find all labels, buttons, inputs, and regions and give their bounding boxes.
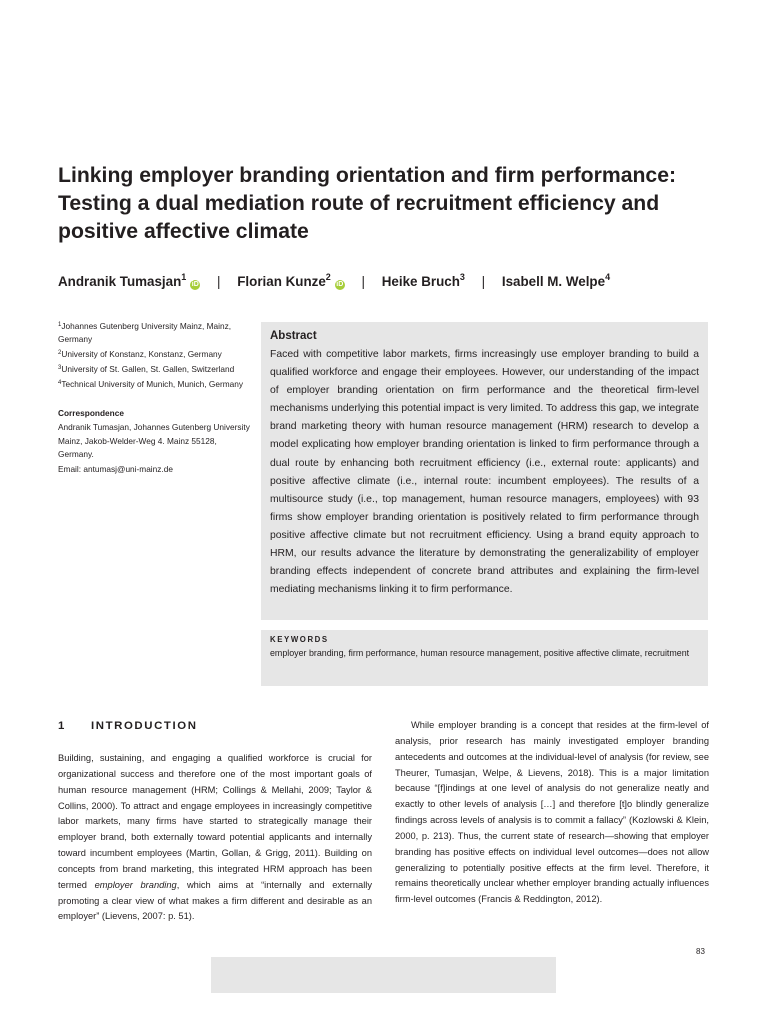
affiliation-marker: 2 [58,350,62,357]
intro-text: , which aims at “internally and externally promoting a clear view of what makes a firm different and desirable as an employer” (Lievens, 2007: p. 51). [58,879,372,922]
correspondence-address: Andranik Tumasjan, Johannes Gutenberg University Mainz, Jakob-Welder-Weg 4. Mainz 55128, Germany. [58,422,250,460]
section-title: INTRODUCTION [91,720,198,732]
affiliation-marker: 1 [58,322,62,328]
author-affiliation-marker: 3 [459,272,465,282]
keywords-heading: KEYWORDS [270,635,329,644]
intro-text: Building, sustaining, and engaging a qualified workforce is crucial for organizational success and therefore one of the most important goals of human resource management (HRM; Collings & Mellahi, 2009; Taylor & Collins, 2000). To attract and engage employees in increasingly competitive labor markets, many firms have started to strategically manage their employer brand, both externally toward potential applicants and internally toward incumbent employees (Martin, Gollan, & Grigg, 2011). Building on concepts from brand marketing, this integrated HRM approach has been termed [58,753,372,890]
abstract-text: Faced with competitive labor markets, firms increasingly use employer branding to build a qualified workforce and engage their employees. However, our understanding of the impact of employer branding orientation on firm performance and the theoretical firm-level mechanisms underlying this potential impact is very limited. To address this gap, we integrate brand marketing theory with human resource management (HRM) research to develop a model explicating how employer branding orientation is linked to firm performance through a dual route by enhancing both recruitment efficiency (i.e., external route: applicants) and positive affective climate (i.e., internal route: incumbent employees). The results of a multisource study (i.e., top management, human resource managers, employees) with 93 firms show employer branding orientation is positively related to firm performance through positive affective climate but not recruitment efficiency. Using a brand equity approach to HRM, our results advance the literature by demonstrating the generalizability of employer branding effects independent of concrete brand attributes and explaining the firm-level mediating mechanisms linking it to firm performance. [270,349,699,596]
intro-paragraph-right: While employer branding is a concept that resides at the firm-level of analysis, prior research has mainly investigated employer branding antecedents and outcomes at the individual-level of analysis (for review, see Theurer, Tumasjan, Welpe, & Lievens, 2018). This is a major limitation because “[f]indings at one level of analysis do not generalize neatly and exactly to other levels of analysis […] and therefore [t]o blindly generalize findings across levels of analysis is to commit a fallacy” (Kozlowski & Klein, 2000, p. 213). Thus, the current state of research—showing that employer branding has positive effects on individual level outcomes—does not allow generalizing to potentially positive effects at the firm level. Therefore, it remains theoretically unclear whether employer branding actually influences firm-level outcomes (Francis & Reddington, 2012). [395,720,709,905]
affiliation-text: University of St. Gallen, St. Gallen, Switzerland [61,364,235,375]
author-separator: | [361,274,366,289]
article-title: Linking employer branding orientation and firm performance: Testing a dual mediation route of recruitment efficiency and positive affective climate [58,164,677,243]
author-name[interactable]: Andranik Tumasjan [58,274,182,289]
footer-banner [211,957,556,993]
affiliation-text: Johannes Gutenberg University Mainz, Mainz, Germany [58,321,232,345]
correspondence-email[interactable]: Email: antumasj@uni-mainz.de [58,464,173,475]
author-affiliation-marker: 4 [605,272,611,282]
affiliation [58,348,250,361]
affiliations-block [58,320,250,478]
affiliation [58,363,250,376]
author-affiliation-marker: 2 [325,272,331,282]
author-affiliation-marker: 1 [181,272,187,282]
author-name[interactable]: Isabell M. Welpe [501,274,606,289]
affiliation-marker: 3 [58,365,62,372]
author-name[interactable]: Florian Kunze [237,274,326,289]
keywords-box [261,630,708,686]
affiliation-marker: 4 [58,380,62,387]
section-number: 1 [58,720,66,732]
keywords-text: employer branding, firm performance, human resource management, positive affective climate, recruitment [270,648,690,658]
intro-paragraph-left [58,751,372,925]
affiliation [58,320,250,347]
orcid-icon[interactable]: iD [336,281,344,288]
affiliation-text: University of Konstanz, Konstanz, Germany [61,349,222,360]
abstract-box [261,322,708,620]
author-separator: | [481,274,486,289]
author-list [58,272,718,292]
page-number: 83 [696,947,705,956]
affiliation-text: Technical University of Munich, Munich, Germany [61,379,244,390]
author-separator: | [217,274,221,289]
section-heading [58,718,198,734]
orcid-icon[interactable]: iD [191,281,199,288]
affiliation [58,378,250,391]
abstract-heading: Abstract [270,330,317,342]
correspondence-heading: Correspondence [58,407,124,418]
author-name[interactable]: Heike Bruch [381,274,460,289]
intro-emphasis: employer branding [94,879,177,890]
